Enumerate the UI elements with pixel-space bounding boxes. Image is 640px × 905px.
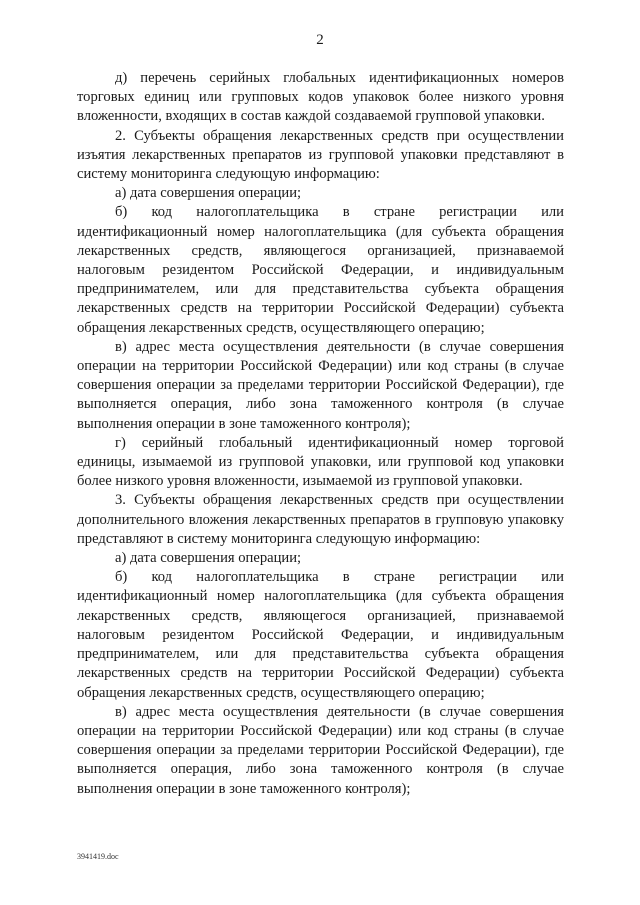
paragraph-item-v: в) адрес места осуществления деятельности (в случае совершения операции на территории Российской Федерации) или код страны (в случае совершения операции за пределами территории Российской Федерации), где выполняется операция, либо зона таможенного контроля (в случае выполнения операции в зоне таможенного контроля);: [77, 703, 564, 797]
paragraph-item-d: д) перечень серийных глобальных идентификационных номеров торговых единиц или групповых кодов упаковок более низкого уровня вложенности, входящих в состав каждой создаваемой групповой упаковки.: [77, 70, 564, 125]
paragraph-item-v: в) адрес места осуществления деятельности (в случае совершения операции на территории Российской Федерации) или код страны (в случае совершения операции за пределами территории Российской Федерации), где выполняется операция, либо зона таможенного контроля (в случае выполнения операции в зоне таможенного контроля);: [77, 338, 564, 432]
file-name-footer: 3941419.doc: [77, 852, 119, 861]
paragraph-section-2: 2. Субъекты обращения лекарственных средств при осуществлении изъятия лекарственных препаратов из групповой упаковки представляют в систему мониторинга следующую информацию:: [77, 127, 564, 183]
paragraph-section-3: 3. Субъекты обращения лекарственных средств при осуществлении дополнительного вложения лекарственных препаратов в групповую упаковку представляют в систему мониторинга следующую информацию:: [77, 492, 564, 547]
paragraph-item-b: б) код налогоплательщика в стране регистрации или идентификационный номер налогоплательщика (для субъекта обращения лекарственных средств, являющегося организацией, признаваемой налоговым резидентом Российской Федерации, и индивидуальным предпринимателем, или для представительства субъекта обращения лекарственных средств на территории Российской Федерации) субъекта обращения лекарственных средств, осуществляющего операцию;: [77, 204, 564, 336]
paragraph-item-g: г) серийный глобальный идентификационный номер торговой единицы, изымаемой из групповой упаковки, или групповой код упаковки более низкого уровня вложенности, изымаемой из групповой упаковки.: [77, 434, 564, 490]
document-body: [77, 69, 564, 799]
page-number: 2: [316, 32, 324, 48]
paragraph-item-a: а) дата совершения операции;: [115, 185, 302, 202]
paragraph-item-a: а) дата совершения операции;: [115, 550, 302, 567]
paragraph-item-b: б) код налогоплательщика в стране регистрации или идентификационный номер налогоплательщика (для субъекта обращения лекарственных средств, являющегося организацией, признаваемой налоговым резидентом Российской Федерации, и индивидуальным предпринимателем, или для представительства субъекта обращения лекарственных средств на территории Российской Федерации) субъекта обращения лекарственных средств, осуществляющего операцию;: [77, 569, 564, 701]
